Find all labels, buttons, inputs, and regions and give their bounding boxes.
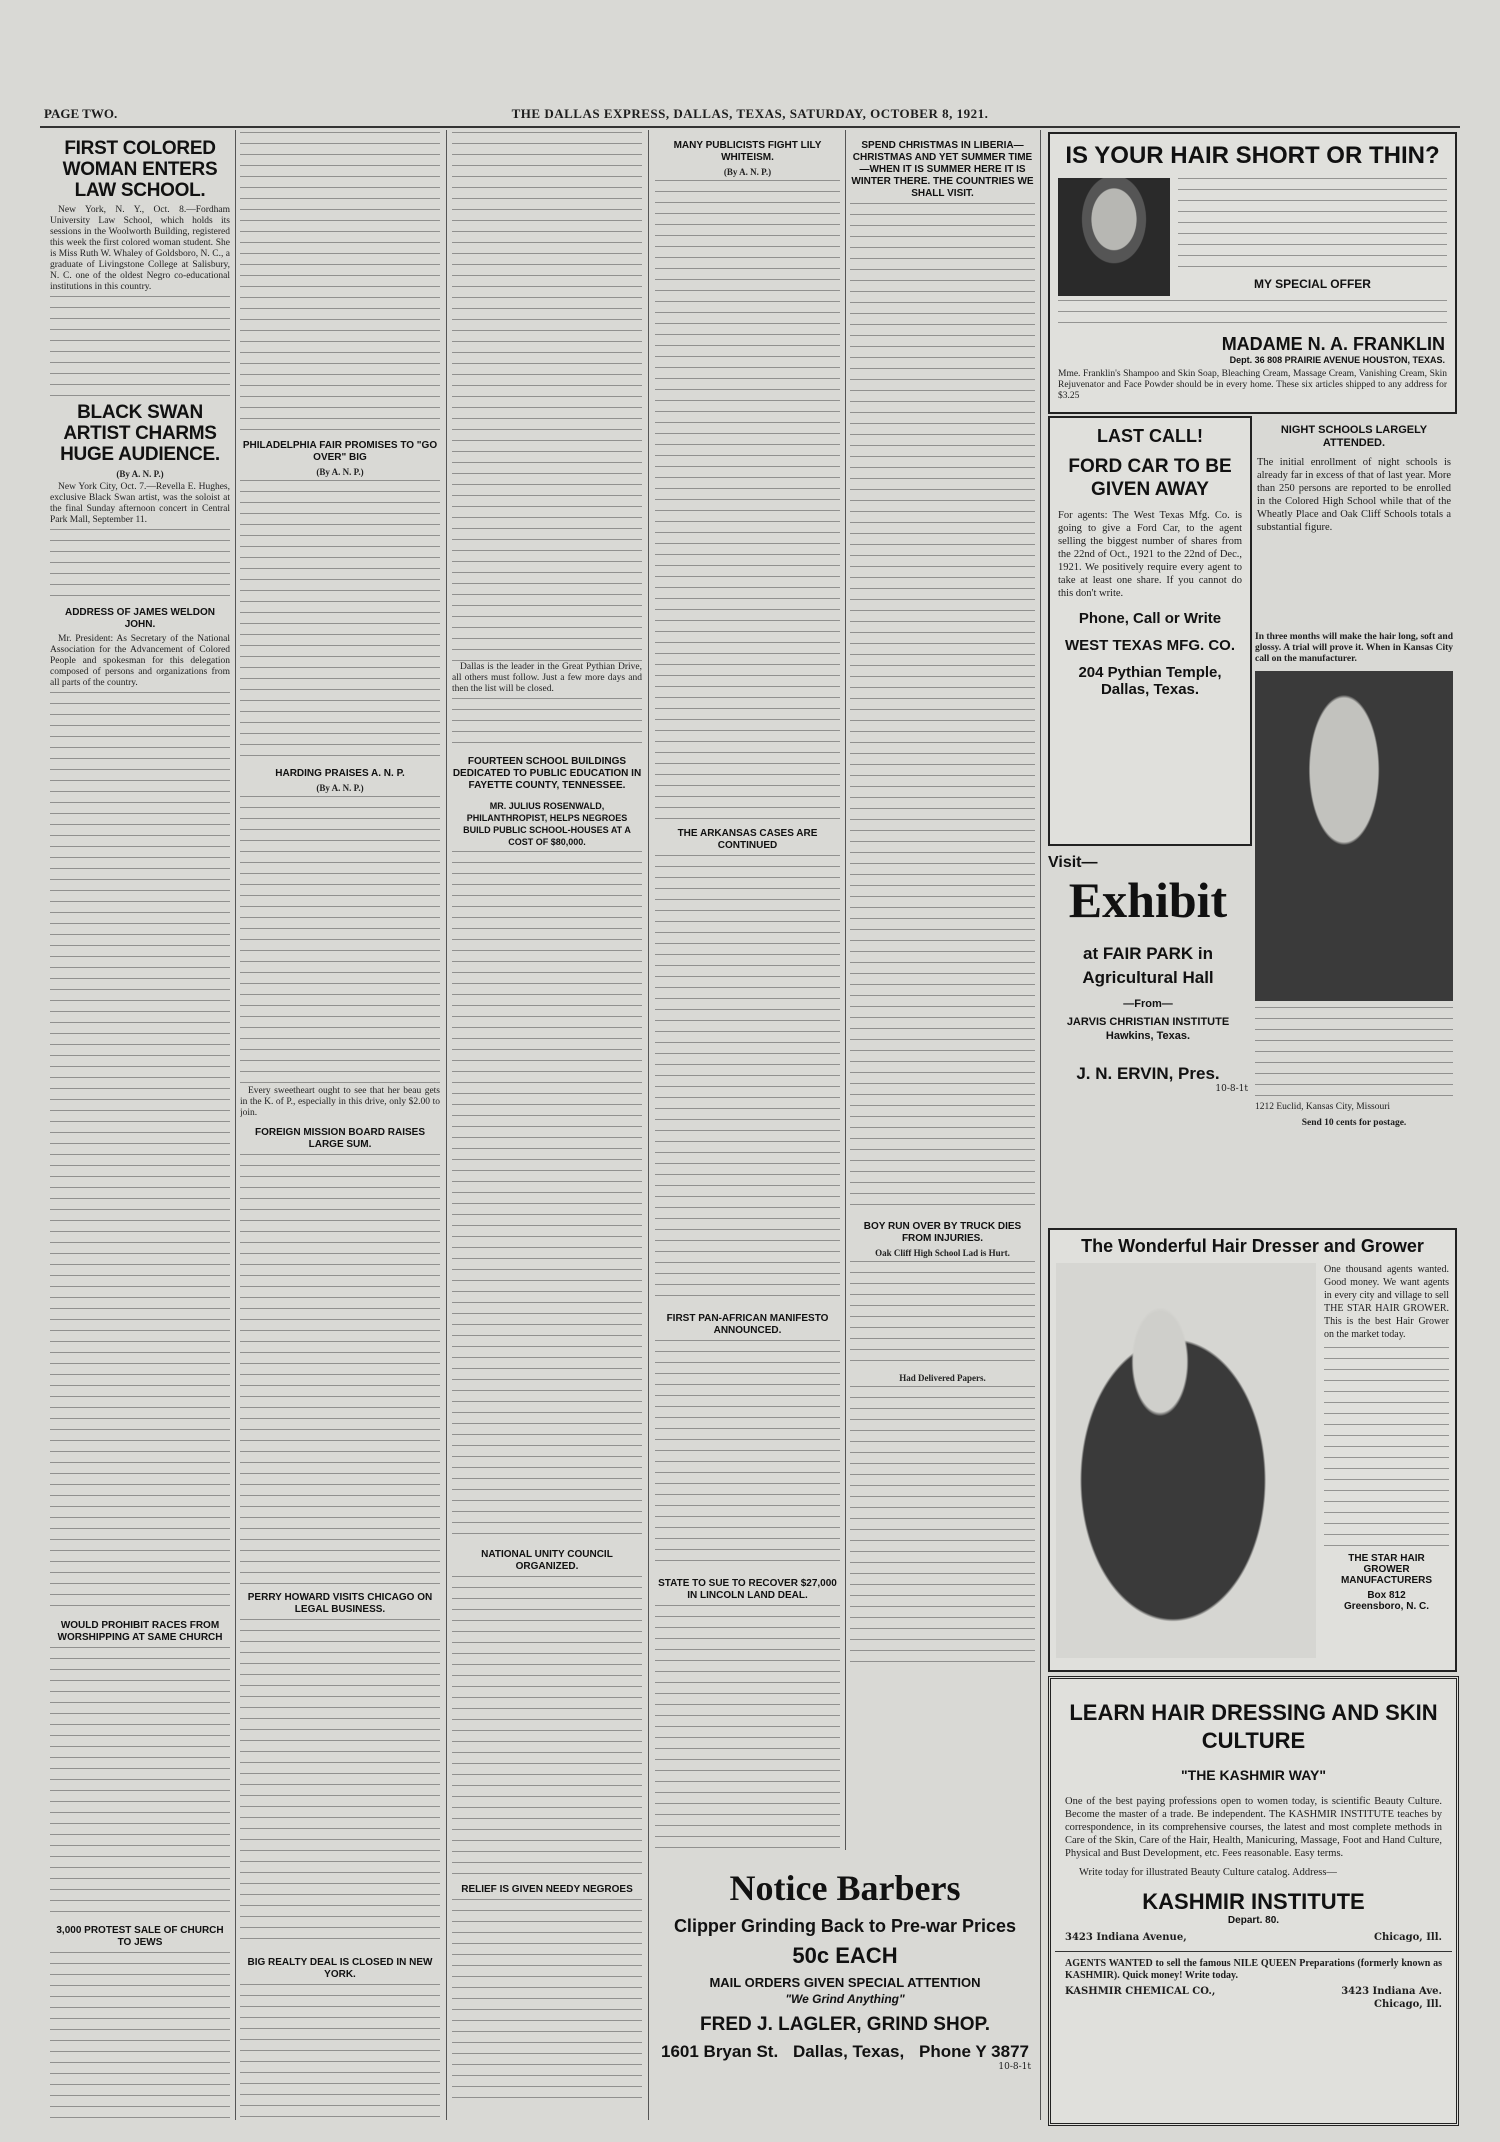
- ad-shop-name: FRED J. LAGLER, GRIND SHOP.: [700, 2014, 990, 2035]
- ad-location: at FAIR PARK in Agricultural Hall: [1082, 944, 1214, 987]
- article-text-block: [240, 480, 440, 760]
- subhead: THE ARKANSAS CASES ARE CONTINUED: [677, 828, 818, 851]
- portrait-image: [1058, 178, 1170, 296]
- kashmir-ad: [1048, 1676, 1459, 2126]
- article-text: Dallas is the leader in the Great Pythian Drive, all others must follow. Just a few more days and then the list will be closed.: [452, 662, 642, 694]
- article-text-block: [452, 698, 642, 748]
- article-text: New York City, Oct. 7.—Revella E. Hughes, exclusive Black Swan artist, was the soloist at the final Sunday afternoon concert in Central Park Mall, September 11.: [50, 482, 230, 525]
- subhead: PHILADELPHIA FAIR PROMISES TO "GO OVER" BIG: [242, 440, 438, 463]
- ad-name: KASHMIR INSTITUTE: [1142, 1889, 1365, 1914]
- subhead: BIG REALTY DEAL IS CLOSED IN NEW YORK.: [247, 1957, 433, 1980]
- ad-title: The Wonderful Hair Dresser and Grower: [1081, 1236, 1424, 1256]
- subhead: NATIONAL UNITY COUNCIL ORGANIZED.: [481, 1549, 613, 1572]
- column-5: [850, 132, 1035, 1852]
- ad-address-line: [655, 2042, 1035, 2062]
- byline: Oak Cliff High School Lad is Hurt.: [875, 1248, 1010, 1258]
- article-text-block: [240, 132, 440, 432]
- headline: BLACK SWAN ARTIST CHARMS HUGE AUDIENCE.: [60, 402, 220, 465]
- subhead: HARDING PRAISES A. N. P.: [275, 768, 405, 779]
- article-text-block: [240, 1154, 440, 1584]
- ford-car-ad: [1048, 416, 1252, 846]
- ad-text-block: [1178, 178, 1447, 273]
- ad-address: 3423 Indiana Ave.: [1341, 1986, 1442, 1997]
- article-text: The initial enrollment of night schools is already far in excess of that of last year. More than 250 persons are reported to be enrolled in the Colored High School while that of the Wheatly Place and Oak Cliff Schools totals a substantial figure.: [1257, 457, 1451, 533]
- article-text-block: [50, 1647, 230, 1917]
- ad-text: In three months will make the hair long, soft and glossy. A trial will prove it. When in Kansas City call on the manufacturer.: [1255, 632, 1453, 664]
- column-4: [655, 132, 840, 1852]
- ad-town: Hawkins, Texas.: [1105, 1030, 1191, 1042]
- ad-text-block: [1058, 300, 1447, 330]
- article-text-block: [850, 1386, 1035, 1666]
- woman-illustration: [1056, 1263, 1316, 1658]
- byline: (By A. N. P.): [316, 783, 364, 793]
- ad-city: Chicago, Ill.: [1374, 1999, 1442, 2010]
- dateline: THE DALLAS EXPRESS, DALLAS, TEXAS, SATURDAY, OCTOBER 8, 1921.: [511, 106, 989, 121]
- article-text-block: [50, 529, 230, 599]
- ad-city: Chicago, Ill.: [1374, 1932, 1442, 1943]
- ad-address: Dept. 36 808 PRAIRIE AVENUE HOUSTON, TEXAS.: [1229, 355, 1445, 365]
- ad-text: For agents: The West Texas Mfg. Co. is going to give a Ford Car, to the agent selling the biggest number of shares from the 22nd of Oct., 1921 to the 22nd of Dec., 1921. We positively require every agent to take at least one share. If you cannot do this don't write.: [1058, 510, 1242, 599]
- column-rule: [1040, 130, 1041, 2120]
- subhead: PERRY HOWARD VISITS CHICAGO ON LEGAL BUSINESS.: [247, 1592, 433, 1615]
- ad-city: Dallas, Texas,: [793, 2042, 905, 2061]
- article-text: Every sweetheart ought to see that her beau gets in the K. of P., especially in this drive, only $2.00 to join.: [240, 1086, 440, 1118]
- subhead: BOY RUN OVER BY TRUCK DIES FROM INJURIES.: [863, 1221, 1022, 1244]
- ad-code: 10-8-1t: [998, 2062, 1031, 2072]
- ad-dept: Depart. 80.: [1227, 1915, 1280, 1926]
- article-text-block: [240, 796, 440, 1086]
- article-text-block: [655, 855, 840, 1305]
- subhead: 3,000 PROTEST SALE OF CHURCH TO JEWS: [56, 1925, 224, 1948]
- byline: (By A. N. P.): [316, 467, 364, 477]
- article-text-block: [50, 1952, 230, 2122]
- article-text-block: [50, 296, 230, 396]
- ad-text: One of the best paying professions open to women today, is scientific Beauty Culture. Become the master of a trade. Be independent. The KASHMIR INSTITUTE teaches by correspondence, in its comprehensive courses, the latest and most complete methods in Care of the Skin, Care of the Hair, Health, Manicuring, Massage, Foot and Hand Culture, Physical and Bust Development, etc. Fees reasonable. Easy terms.: [1065, 1796, 1442, 1859]
- subhead: MR. JULIUS ROSENWALD, PHILANTHROPIST, HELPS NEGROES BUILD PUBLIC SCHOOL-HOUSES AT A COST OF $80,000.: [463, 801, 631, 847]
- hair-short-ad: [1048, 132, 1457, 414]
- ad-text: One thousand agents wanted. Good money. We want agents in every city and village to sell THE STAR HAIR GROWER. This is the best Hair Grower on the market today.: [1324, 1264, 1449, 1340]
- column-rule: [446, 130, 447, 2120]
- ad-box: Box 812: [1367, 1590, 1406, 1601]
- subhead: MANY PUBLICISTS FIGHT LILY WHITEISM.: [673, 140, 822, 163]
- article-text: Mr. President: As Secretary of the National Association for the Advancement of Colored People and spokesman for this delegation composed of persons and organizations from all parts of the country.: [50, 634, 230, 688]
- article-text-block: [655, 180, 840, 820]
- ad-institution: JARVIS CHRISTIAN INSTITUTE: [1066, 1016, 1230, 1028]
- article-text-block: [452, 1899, 642, 2099]
- ad-name: MADAME N. A. FRANKLIN: [1221, 334, 1445, 354]
- ad-text: "We Grind Anything": [785, 1992, 905, 2006]
- ad-text: Send 10 cents for postage.: [1301, 1118, 1407, 1128]
- article-text-block: [452, 851, 642, 1541]
- article-text-block: [240, 1984, 440, 2122]
- ad-code: 10-8-1t: [1215, 1084, 1248, 1094]
- article-text-block: [452, 132, 642, 662]
- ad-text: —From—: [1123, 998, 1173, 1010]
- masthead: [40, 104, 1460, 128]
- portrait-image: [1255, 671, 1453, 1001]
- ad-subtitle: Clipper Grinding Back to Pre-war Prices: [673, 1916, 1017, 1936]
- subhead: Had Delivered Papers.: [899, 1373, 986, 1383]
- subhead: RELIEF IS GIVEN NEEDY NEGROES: [461, 1884, 633, 1895]
- headline: NIGHT SCHOOLS LARGELY ATTENDED.: [1280, 424, 1428, 449]
- ad-address-line: [1065, 1932, 1442, 1943]
- ad-title: LEARN HAIR DRESSING AND SKIN CULTURE: [1069, 1700, 1438, 1753]
- column-3: [452, 132, 642, 2122]
- ad-price: 50c EACH: [792, 1943, 898, 1968]
- subhead: FOURTEEN SCHOOL BUILDINGS DEDICATED TO PUBLIC EDUCATION IN FAYETTE COUNTY, TENNESSEE.: [452, 756, 642, 791]
- byline: (By A. N. P.): [723, 167, 772, 177]
- ad-title: IS YOUR HAIR SHORT OR THIN?: [1065, 142, 1440, 169]
- ad-text: MAIL ORDERS GIVEN SPECIAL ATTENTION: [709, 1975, 981, 1990]
- wonderful-hair-ad: [1048, 1228, 1457, 1672]
- headline: FIRST COLORED WOMAN ENTERS LAW SCHOOL.: [62, 138, 218, 201]
- exhibit-ad: [1048, 848, 1248, 1188]
- subhead: ADDRESS OF JAMES WELDON JOHN.: [64, 607, 215, 630]
- article-text-block: [850, 203, 1035, 1213]
- subhead: WOULD PROHIBIT RACES FROM WORSHIPPING AT SAME CHURCH: [57, 1620, 223, 1643]
- ad-city: Greensboro, N. C.: [1343, 1601, 1429, 1612]
- subhead: SPEND CHRISTMAS IN LIBERIA—CHRISTMAS AND YET SUMMER TIME—WHEN IT IS SUMMER HERE IT IS WINTER THERE. THE COUNTRIES WE SHALL VISIT.: [851, 140, 1034, 199]
- ad-text-block: [1255, 1007, 1453, 1097]
- ad-president: J. N. ERVIN, Pres.: [1076, 1064, 1220, 1083]
- ad-title: Exhibit: [1068, 872, 1228, 928]
- column-rule: [648, 130, 649, 2120]
- ad-address: 3423 Indiana Avenue,: [1065, 1932, 1187, 1943]
- article-text-block: [655, 1605, 840, 1852]
- barbers-ad: [655, 1862, 1035, 2120]
- ad-headline: FORD CAR TO BE GIVEN AWAY: [1068, 456, 1232, 500]
- ad-text: Write today for illustrated Beauty Culture catalog. Address—: [1079, 1867, 1337, 1878]
- ad-company: WEST TEXAS MFG. CO.: [1064, 637, 1235, 654]
- ad-text: Visit—: [1048, 854, 1098, 871]
- page-number: PAGE TWO.: [44, 106, 118, 121]
- night-schools-article: [1255, 416, 1453, 626]
- ad-text: Mme. Franklin's Shampoo and Skin Soap, Bleaching Cream, Massage Cream, Vanishing Cream, Skin Rejuvenator and Face Powder should be in every home. These six articles shipped to any address for $3.25: [1058, 369, 1447, 401]
- subhead: FIRST PAN-AFRICAN MANIFESTO ANNOUNCED.: [666, 1313, 829, 1336]
- ad-phone: Phone Y 3877: [919, 2042, 1029, 2061]
- column-2: [240, 132, 440, 2122]
- ad-company: KASHMIR CHEMICAL CO.,: [1065, 1986, 1216, 1997]
- ad-text-block: [1324, 1347, 1449, 1547]
- hair-grower-ad: [1255, 632, 1453, 1222]
- ad-subtitle: "THE KASHMIR WAY": [1181, 1767, 1326, 1783]
- subhead: FOREIGN MISSION BOARD RAISES LARGE SUM.: [254, 1127, 425, 1150]
- article-text-block: [850, 1261, 1035, 1371]
- article-text-block: [452, 1576, 642, 1876]
- ad-offer: MY SPECIAL OFFER: [1254, 277, 1371, 291]
- article-text: New York, N. Y., Oct. 8.—Fordham University Law School, which holds its sessions in the Woolworth Building, registered this week the first colored woman student. She is Miss Ruth W. Whaley of Goldsboro, N. C., a graduate of Livingstone College at Salisbury, N. C. one of the oldest Negro co-educational institutions in this country.: [50, 205, 230, 292]
- article-text-block: [240, 1619, 440, 1949]
- column-rule: [235, 130, 236, 2120]
- ad-title: LAST CALL!: [1097, 426, 1203, 446]
- article-text-block: [655, 1340, 840, 1570]
- ad-manufacturer: THE STAR HAIR GROWER MANUFACTURERS: [1340, 1553, 1433, 1586]
- article-text-block: [50, 692, 230, 1612]
- subhead: STATE TO SUE TO RECOVER $27,000 IN LINCOLN LAND DEAL.: [658, 1578, 837, 1601]
- ad-address: 1601 Bryan St.: [661, 2042, 779, 2061]
- byline: (By A. N. P.): [116, 469, 164, 479]
- ad-address: 1212 Euclid, Kansas City, Missouri: [1255, 1102, 1391, 1112]
- column-rule: [845, 130, 846, 1850]
- ad-call: Phone, Call or Write: [1078, 610, 1222, 627]
- ad-address: 204 Pythian Temple, Dallas, Texas.: [1078, 664, 1222, 698]
- column-1: [50, 132, 230, 2122]
- ad-address-line: [1065, 1986, 1442, 1997]
- ad-text: AGENTS WANTED to sell the famous NILE QUEEN Preparations (formerly known as KASHMIR). Quick money! Write today.: [1065, 1958, 1442, 1981]
- ad-title: Notice Barbers: [729, 1868, 961, 1908]
